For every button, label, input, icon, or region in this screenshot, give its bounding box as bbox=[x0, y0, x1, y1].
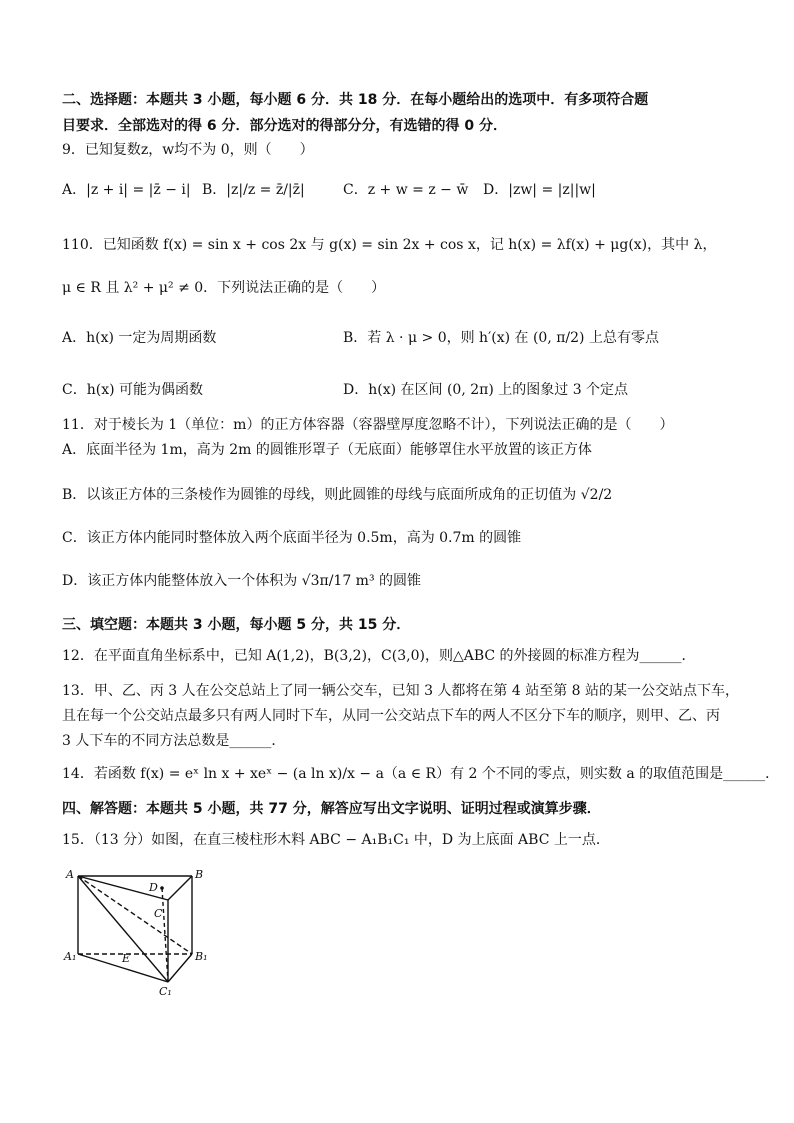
label-b: B bbox=[195, 868, 204, 881]
prism-figure bbox=[62, 862, 212, 997]
label-d: D bbox=[149, 881, 158, 894]
edge-bc bbox=[168, 876, 192, 900]
label-c: C bbox=[154, 907, 163, 920]
q11-option-c: C．该正方体内能同时整体放入两个底面半径为 0.5m，高为 0.7m 的圆锥 bbox=[62, 530, 522, 546]
question-12: 12．在平面直角坐标系中，已知 A(1,2)，B(3,2)，C(3,0)，则△ABC 的外接圆的标准方程为______． bbox=[62, 648, 696, 664]
q9-option-a: A．|z + i| = |z̄ − i| bbox=[62, 182, 191, 198]
q9-option-b: B．|z|/z = z̄/|z̄| bbox=[202, 182, 305, 198]
label-e: E bbox=[122, 952, 131, 965]
question-15: 15．（13 分）如图，在直三棱柱形木料 ABC − A₁B₁C₁ 中，D 为上底面 ABC 上一点． bbox=[62, 832, 610, 848]
section-4-heading: 四、解答题：本题共 5 小题，共 77 分，解答应写出文字说明、证明过程或演算步骤． bbox=[62, 801, 601, 817]
section-2-line-2: 目要求．全部选对的得 6 分．部分选对的得部分分，有选错的得 0 分． bbox=[62, 118, 507, 134]
q11-option-d: D．该正方体内能整体放入一个体积为 √3π/17 m³ 的圆锥 bbox=[62, 573, 422, 589]
q10-stem-line-1: 110．已知函数 f(x) = sin x + cos 2x 与 g(x) = sin 2x + cos x，记 h(x) = λf(x) + μg(x)，其中 λ， bbox=[62, 237, 717, 253]
q13-line-2: 且在每一个公交站点最多只有两人同时下车，从同一公交站点下车的两人不区分下车的顺序，则甲、乙、丙 bbox=[62, 708, 720, 724]
q10-option-d: D．h(x) 在区间 (0, 2π) 上的图象过 3 个定点 bbox=[343, 382, 629, 398]
q9-option-d: D．|zw| = |z||w| bbox=[483, 182, 596, 198]
q9-option-c: C．z + w = z − w̄ bbox=[343, 182, 469, 198]
q9-stem: 9．已知复数z，w均不为 0，则（ ） bbox=[62, 142, 314, 158]
q10-option-a: A．h(x) 一定为周期函数 bbox=[62, 330, 217, 346]
section-3-heading: 三、填空题：本题共 3 小题，每小题 5 分，共 15 分． bbox=[62, 617, 411, 633]
section-2-line-1: 二、选择题：本题共 3 小题，每小题 6 分．共 18 分．在每小题给出的选项中．有多项符合题 bbox=[62, 92, 649, 108]
q10-option-c: C．h(x) 可能为偶函数 bbox=[62, 382, 203, 398]
q11-option-b: B．以该正方体的三条棱作为圆锥的母线，则此圆锥的母线与底面所成角的正切值为 √2/2 bbox=[62, 487, 613, 503]
label-a1: A₁ bbox=[64, 950, 77, 963]
q11-option-a: A．底面半径为 1m，高为 2m 的圆锥形罩子（无底面）能够罩住水平放置的该正方体 bbox=[62, 442, 592, 458]
question-14: 14．若函数 f(x) = eˣ ln x + xeˣ − (a ln x)/x − a（a ∈ R）有 2 个不同的零点，则实数 a 的取值范围是______． bbox=[62, 766, 780, 782]
label-a: A bbox=[66, 868, 74, 881]
q10-stem-line-2: μ ∈ R 且 λ² + μ² ≠ 0．下列说法正确的是（ ） bbox=[62, 280, 386, 296]
label-c1: C₁ bbox=[159, 985, 172, 997]
q13-line-3: 3 人下车的不同方法总数是______． bbox=[62, 733, 286, 749]
label-b1: B₁ bbox=[195, 950, 208, 963]
q13-line-1: 13．甲、乙、丙 3 人在公交总站上了同一辆公交车，已知 3 人都将在第 4 站至第 8 站的某一公交站点下车， bbox=[62, 683, 740, 699]
q11-stem: 11．对于棱长为 1（单位：m）的正方体容器（容器壁厚度忽略不计），下列说法正确的是（ ） bbox=[62, 417, 674, 433]
q10-option-b: B．若 λ · μ > 0，则 h′(x) 在 (0, π/2) 上总有零点 bbox=[343, 330, 659, 346]
edge-b1c1 bbox=[168, 954, 192, 982]
point-d bbox=[160, 886, 164, 890]
